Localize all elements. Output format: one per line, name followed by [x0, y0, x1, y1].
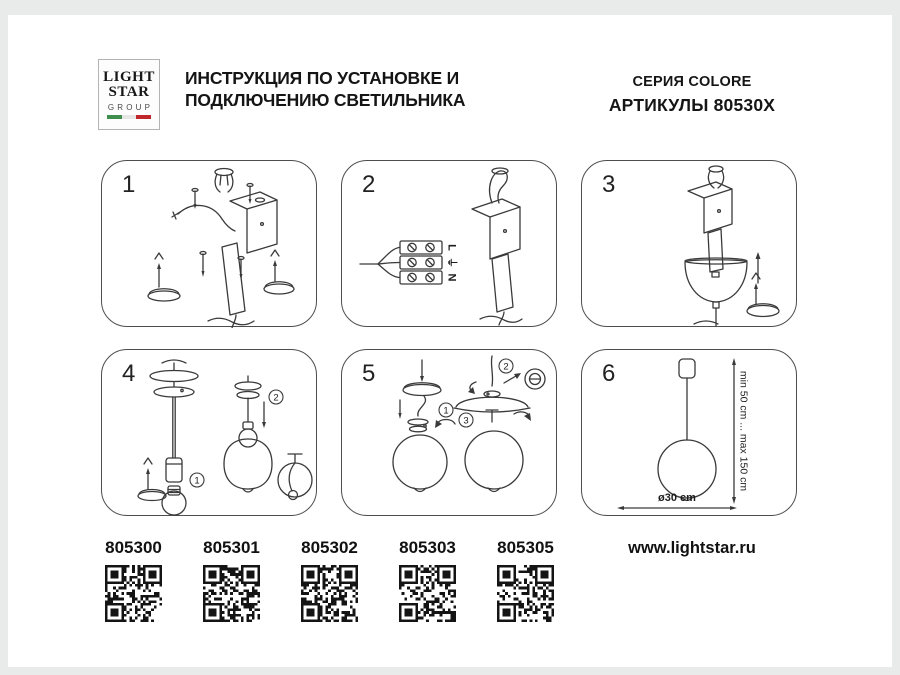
instruction-page [8, 15, 892, 667]
rotate-arrow-icon [514, 412, 531, 421]
page-title-line1: ИНСТРУКЦИЯ ПО УСТАНОВКЕ И [185, 68, 459, 88]
article-item [105, 538, 162, 622]
step-5-marker-3: 3 [463, 415, 469, 427]
wall-plug-icon [148, 253, 180, 301]
vertical-dimension-line [732, 358, 736, 504]
website-url: www.lightstar.ru [628, 539, 756, 557]
terminal-label-N: N [445, 273, 458, 282]
flag-red-segment [136, 115, 151, 119]
globe-shade-drawing [278, 454, 312, 500]
italian-flag-stripe [107, 115, 151, 119]
article-item [203, 538, 260, 622]
wall-plug-icon [747, 273, 779, 317]
canopy-drawing [685, 258, 747, 326]
page-title [185, 68, 515, 111]
finished-lamp-drawing [658, 359, 716, 501]
globe-shade-drawing [465, 431, 523, 492]
terminal-label-L: L [445, 244, 458, 251]
shade-top-drawing [454, 356, 530, 412]
step-4-marker-2: 2 [273, 392, 279, 404]
screw-icon [200, 252, 244, 281]
wall-plug-icon [264, 250, 294, 294]
down-arrow-icon [262, 402, 266, 428]
mounting-bracket-drawing [472, 199, 520, 259]
logo-word-group: GROUP [107, 103, 154, 112]
height-dimension-label: min 50 cm ... max 150 cm [737, 370, 750, 492]
step-number-3: 3 [602, 171, 616, 198]
step-panel-1 [101, 160, 317, 327]
terminal-block-drawing [400, 241, 442, 284]
arrow-to-detail-icon [504, 373, 521, 383]
step-panel-3 [581, 160, 797, 327]
horizontal-dimension-line [617, 506, 737, 510]
logo-word-light: LIGHT [103, 69, 155, 85]
flag-green-segment [107, 115, 122, 119]
screw-detail-icon [525, 369, 545, 389]
article-item [399, 538, 456, 622]
down-arrow-icon [420, 360, 424, 382]
articles-label: АРТИКУЛЫ 80530X [608, 95, 776, 115]
article-number: 805300 [105, 538, 162, 557]
qr-code [105, 565, 162, 622]
article-number: 805302 [301, 538, 358, 557]
step-5-marker-2: 2 [503, 361, 509, 373]
article-item [301, 538, 358, 622]
step-number-4: 4 [122, 360, 136, 387]
cable-hook-drawing [490, 168, 508, 203]
article-number: 805301 [203, 538, 260, 557]
step-number-6: 6 [602, 360, 616, 387]
article-list [105, 538, 554, 622]
series-block [582, 74, 802, 116]
page-title-line2: ПОДКЛЮЧЕНИЮ СВЕТИЛЬНИКА [185, 89, 466, 110]
qr-code [399, 565, 456, 622]
ceiling-rod-drawing [208, 243, 254, 328]
globe-shade-drawing [393, 435, 447, 492]
step-4-marker-1: 1 [194, 475, 200, 487]
qr-code [203, 565, 260, 622]
flag-white-segment [122, 115, 137, 119]
step-5-marker-1: 1 [443, 405, 449, 417]
logo-word-star: STAR [108, 84, 150, 100]
step-panel-2 [341, 160, 557, 327]
rotate-arrow-icon [435, 420, 455, 429]
article-number: 805305 [497, 538, 554, 557]
step-number-1: 1 [122, 171, 136, 198]
article-number: 805303 [399, 538, 456, 557]
shade-assembly-drawing [224, 376, 272, 492]
article-item [497, 538, 554, 622]
step-panel-4 [101, 349, 317, 516]
diameter-dimension-label: ø30 cm [658, 492, 696, 504]
step-number-2: 2 [362, 171, 376, 198]
qr-code [497, 565, 554, 622]
qr-code [301, 565, 358, 622]
collar-drawing [408, 419, 428, 432]
rotate-arrow-icon [468, 382, 476, 394]
down-arrow-icon [398, 400, 401, 419]
wire-claw-icon [215, 169, 233, 193]
mounting-bracket-drawing [688, 182, 732, 233]
wall-plug-icon [138, 458, 166, 501]
lightstar-logo [98, 59, 160, 130]
canopy-drawing [403, 383, 441, 416]
ceiling-rod-drawing [480, 254, 522, 325]
terminal-label-earth: ⏚ [445, 257, 458, 268]
mains-wires-drawing [360, 248, 399, 278]
cord-pendant-drawing [150, 360, 198, 482]
ceiling-rod-drawing [708, 229, 723, 277]
power-cable-drawing [172, 205, 235, 231]
step-number-5: 5 [362, 360, 376, 387]
light-bulb-icon [162, 486, 186, 515]
step-panel-5 [341, 349, 557, 516]
series-label: СЕРИЯ COLORE [632, 74, 752, 90]
step-panel-6 [581, 349, 797, 516]
